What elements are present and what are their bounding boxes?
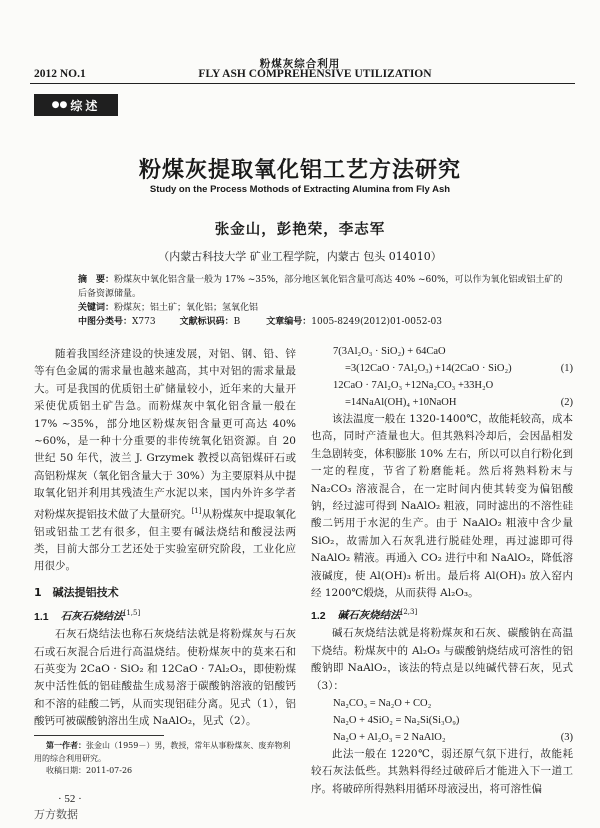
footnote-received: [34, 765, 296, 778]
header-rule: [30, 83, 575, 84]
footnote-author: [34, 740, 296, 765]
intro-tail: 从粉煤灰中提取氧化铝或铝盐工艺有很多，但主要有碱法烧结和酸浸法两类，目前大部分工艺还处于实验室研究阶段，工业化应用很少。: [34, 508, 297, 573]
sintering-paragraph: 该法温度一般在 1320-1400℃，故能耗较高，成本也高，同时产渣量也大。但其熟料冷却后，会因晶相发生急剧转变，体积膨胀 10% 左右，所以可以自行粉化到一定的程度，节省了粉磨能耗。然后将熟料粉末与 Na₂CO₃ 溶液混合，在一定时间内使其转变为偏铝酸钠，经过滤可得到 NaAlO₂ 粗液，同时滤出的不溶性硅酸二钙用于水泥的生产。由于 NaAlO₂ 粗液中含少量 SiO₂，故需加入石灰乳进行脱硅处理，再过滤即可得 NaAlO₂ 精液。再通入 CO₂ 进行中和 NaAlO₂，降低溶液碱度，使 Al(OH)₃ 析出。最后将 Al(OH)₃ 放入窑内经 1200℃煅烧，从而获得 Al₂O₃。: [311, 413, 573, 600]
paper-affiliation: （内蒙古科技大学 矿业工程学院，内蒙古 包头 014010）: [158, 250, 442, 263]
paper-authors: 张金山，彭艳荣，李志军: [214, 221, 386, 238]
heading-1-2: [311, 604, 573, 625]
equation-3-number: (3): [560, 732, 573, 743]
heading-1-1-ref: [1,5]: [123, 609, 141, 618]
heading-1-2-ref: [2,3]: [400, 608, 418, 617]
footnote-received-date: 2011-07-26: [86, 766, 133, 775]
doc-code-value: B: [233, 317, 241, 327]
paper-subtitle: Study on the Process Mothods of Extracting Alumina from Fly Ash: [149, 184, 451, 195]
equation-1-line-1: 7(3Al₂O₃ · SiO₂) + 64CaO: [333, 346, 446, 357]
heading-1-2-num: 1.2: [311, 609, 326, 622]
heading-1-1-num: 1.1: [34, 610, 49, 623]
journal-name-cn: 粉煤灰综合利用: [259, 58, 341, 70]
equation-1-line-2: [311, 360, 573, 377]
abstract-text: [78, 273, 568, 301]
equation-3-line-1: Na₂CO₃ = Na₂O + CO₂: [333, 698, 432, 709]
journal-name-en: FLY ASH COMPREHENSIVE UTILIZATION: [198, 68, 432, 80]
heading-1-1: [34, 605, 296, 626]
clc-value: X773: [132, 317, 156, 327]
abstract-block: [78, 273, 568, 329]
source-watermark: 万方数据: [34, 808, 78, 821]
classification-row: [78, 315, 568, 329]
energy-paragraph: 此法一般在 1220℃，弱还原气氛下进行，故能耗较石灰法低些。其熟料得经过破碎后才能进入下一道工序。将破碎所得熟料用循环母液浸出，将可溶性偏: [311, 748, 573, 795]
heading-1-2-text: 碱石灰烧结法: [337, 609, 401, 622]
footnote-author-text: 张金山（1959－）男，教授，常年从事粉煤灰、废弃物利用的综合利用研究。: [34, 741, 291, 763]
equation-1-rhs: =3(12CaO · 7Al₂O₃) +14(2CaO · SiO₂): [345, 363, 512, 374]
soda-lime-paragraph: 碱石灰烧结法就是将粉煤灰和石灰、碳酸钠在高温下烧结。粉煤灰中的 Al₂O₃ 与碳酸钠烧结成可溶性的铝酸钠即 NaAlO₂，该法的特点是以纯碱代替石灰，见式（3）：: [311, 627, 573, 692]
equation-2-line-2: [311, 394, 573, 411]
abstract-label: 摘 要：: [78, 275, 115, 285]
equation-2-line-1: 12CaO · 7Al₂O₃ +12Na₂CO₃ +33H₂O: [333, 380, 494, 391]
journal-issue: 2012 NO.1: [34, 68, 86, 80]
keywords-value: 粉煤灰；铝土矿；氧化铝；氢氧化铝: [114, 303, 259, 313]
abstract-body: 粉煤灰中氧化铝含量一般为 17% ~35%，部分地区氧化铝含量可高达 40% ~60%，可以作为氧化铝或铝土矿的后备资源储量。: [78, 275, 563, 299]
footnote-rule: [34, 735, 164, 736]
limestone-paragraph: 石灰石烧结法也称石灰烧结法就是将粉煤灰与石灰石或石灰混合后进行高温烧结。使粉煤灰中的莫来石和石英变为 2CaO · SiO₂ 和 12CaO · 7Al₂O₃，即使粉煤灰中活性低的铝硅酸盐生成易溶于碳酸钠溶液的铝酸钙和不溶的硅酸二钙，从而实现铝硅分离。见式（1），铝酸钙可被碳酸钠溶出生成 NaAlO₂，见式（2）。: [34, 628, 296, 728]
article-no-label: 文章编号：: [266, 317, 312, 327]
intro-ref: [1]: [191, 506, 202, 515]
equation-1-number: (1): [560, 363, 573, 374]
keywords-row: [78, 301, 568, 315]
clc-label: 中图分类号：: [78, 317, 133, 327]
intro-paragraph: [34, 346, 296, 576]
doc-code-label: 文献标识码：: [179, 317, 234, 327]
section-tag-label: 综述: [70, 98, 101, 113]
equation-3-line-3: [311, 729, 573, 746]
left-column: [34, 346, 296, 731]
footnote-author-label: 第一作者：: [46, 741, 86, 750]
heading-1: 1 碱法提铝技术: [34, 585, 119, 599]
footnote: [34, 740, 296, 778]
equation-3-rhs: Na₂O + Al₂O₃ = 2 NaAlO₂: [333, 732, 446, 743]
section-tag: [34, 94, 118, 116]
paper-title: 粉煤灰提取氧化铝工艺方法研究: [138, 158, 461, 183]
equation-2-rhs: =14NaAl(OH)₄ +10NaOH: [345, 397, 457, 408]
right-column: [311, 343, 573, 798]
page-number: · 52 ·: [58, 793, 82, 805]
keywords-label: 关键词：: [78, 303, 115, 313]
section-dots-icon: ●●: [51, 100, 68, 110]
intro-text: 随着我国经济建设的快速发展，对铝、钢、铅、锌等有色金属的需求量也越来越高，其中对铝的需求量最大。可是我国的优质铝土矿储量较小，近年来的大量开采使优质铝土矿告急。而粉煤灰中氧化铝含量一般在 17% ~35%，部分地区粉煤灰铝含量更可高达 40% ~60%，是一种十分重要的非传统氧化铝资源。自 20 世纪 50 年代，波兰 J. Grzymek 教授以高铝煤矸石或高铝粉煤灰（氧化铝含量大于 30%）为主要原料从中提取氧化铝并利用其残渣生产水泥以来，国内外许多学者对粉煤灰提铝技术做了大量研究。: [34, 348, 296, 521]
article-no-value: 1005-8249(2012)01-0052-03: [311, 317, 442, 327]
equation-2-number: (2): [560, 397, 573, 408]
footnote-received-label: 收稿日期：: [46, 766, 86, 775]
heading-1-1-text: 石灰石烧结法: [60, 610, 124, 623]
equation-3-line-2: Na₂O + 4SiO₂ = Na₂Si(Si₃O₉): [333, 715, 460, 726]
